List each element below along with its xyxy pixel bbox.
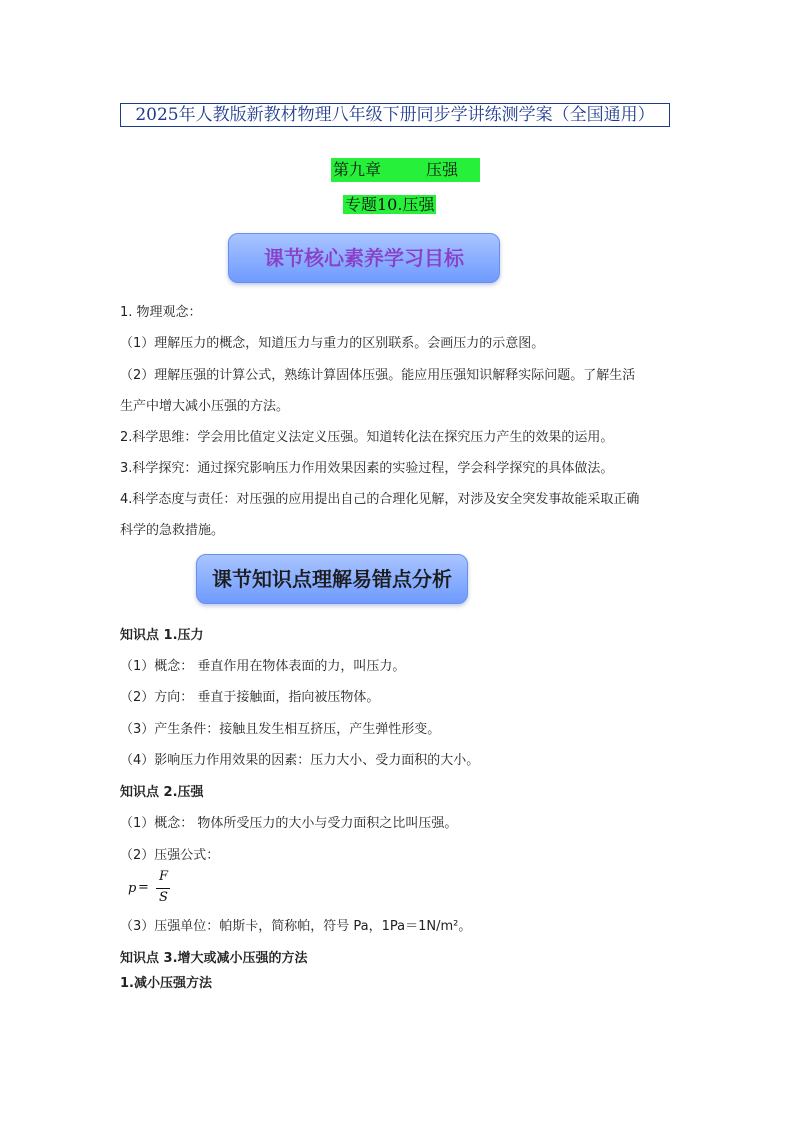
formula-equals: =	[138, 880, 149, 895]
chapter-name: 压强	[426, 160, 459, 179]
objective-line: 4.科学态度与责任：对压强的应用提出自己的合理化见解，对涉及安全突发事故能采取正确	[120, 492, 640, 507]
kp3-heading: 知识点 3.增大或减小压强的方法	[120, 951, 308, 966]
objective-line: （1）理解压力的概念，知道压力与重力的区别联系。会画压力的示意图。	[120, 336, 545, 351]
objective-line: （2）理解压强的计算公式，熟练计算固体压强。能应用压强知识解释实际问题。了解生活	[120, 368, 636, 383]
fraction-bar	[156, 888, 170, 889]
topic-label	[343, 193, 436, 217]
objective-line: 1. 物理观念：	[120, 305, 202, 320]
objectives-banner: 课节核心素养学习目标	[228, 233, 500, 283]
kp3-subheading: 1.减小压强方法	[120, 976, 212, 991]
objective-line: 2.科学思维：学会用比值定义法定义压强。知道转化法在探究压力产生的效果的运用。	[120, 430, 614, 445]
knowledge-banner: 课节知识点理解易错点分析	[196, 554, 468, 604]
kp2-heading: 知识点 2.压强	[120, 785, 204, 800]
kp1-item: （2）方向： 垂直于接触面，指向被压物体。	[120, 690, 380, 705]
kp1-item: （3）产生条件：接触且发生相互挤压，产生弹性形变。	[120, 722, 441, 737]
objective-line: 生产中增大减小压强的方法。	[120, 399, 290, 414]
kp1-heading: 知识点 1.压力	[120, 628, 204, 643]
objective-line: 科学的急救措施。	[120, 523, 225, 538]
formula-numerator: F	[159, 869, 169, 884]
objective-line: 3.科学探究：通过探究影响压力作用效果因素的实验过程，学会科学探究的具体做法。	[120, 461, 614, 476]
kp1-item: （1）概念： 垂直作用在物体表面的力，叫压力。	[120, 659, 406, 674]
kp1-item: （4）影响压力作用效果的因素：压力大小、受力面积的大小。	[120, 753, 480, 768]
formula-denominator: S	[159, 890, 168, 905]
chapter-label	[331, 158, 480, 182]
topic-text: 专题10.压强	[345, 195, 435, 214]
kp2-item: （1）概念： 物体所受压力的大小与受力面积之比叫压强。	[120, 816, 458, 831]
document-title: 2025年人教版新教材物理八年级下册同步学讲练测学案（全国通用）	[120, 103, 670, 127]
formula-lhs: p	[128, 881, 137, 896]
chapter-number: 第九章	[333, 160, 382, 179]
kp2-item: （2）压强公式：	[120, 848, 220, 863]
kp2-unit: （3）压强单位：帕斯卡，简称帕，符号 Pa，1Pa＝1N/m²。	[120, 919, 472, 934]
